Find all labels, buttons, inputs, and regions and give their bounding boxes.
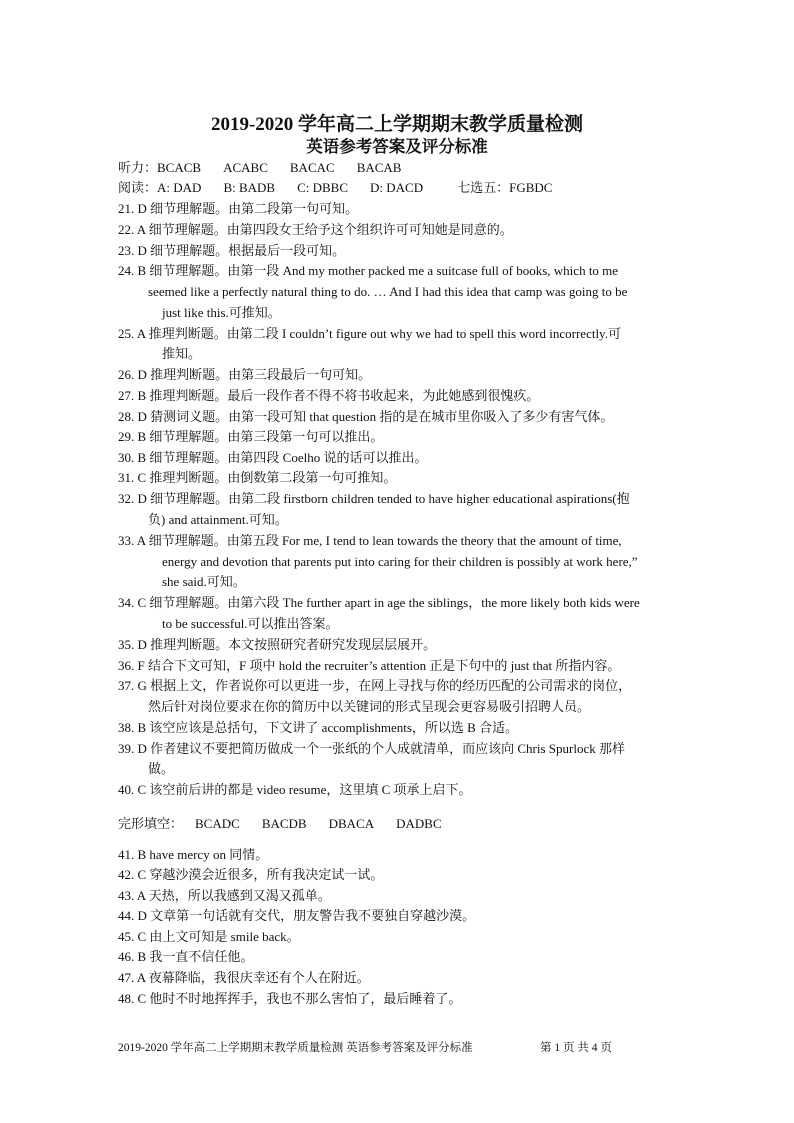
- cloze-answer-line: 41. B have mercy on 同情。: [118, 847, 269, 862]
- page-title: 2019-2020 学年高二上学期期末教学质量检测: [210, 114, 584, 135]
- listening-answers: 听力：BCACB ACABC BACAC BACAB: [118, 160, 402, 175]
- answer-line: 25. A 推理判断题。由第二段 I couldn’t figure out why we had to spell this word incorrectly.可: [118, 326, 621, 341]
- answer-line: 31. C 推理判断题。由倒数第二段第一句可推知。: [118, 470, 397, 485]
- listening-label: 听力：: [118, 160, 158, 175]
- cloze-answer-line: 48. C 他时不时地挥挥手，我也不那么害怕了，最后睡着了。: [118, 991, 462, 1006]
- cloze-answer-line: 46. B 我一直不信任他。: [118, 949, 254, 964]
- cloze-answer-line: 44. D 文章第一句话就有交代，朋友警告我不要独自穿越沙漠。: [118, 908, 476, 923]
- answer-line: 21. D 细节理解题。由第二段第一句可知。: [118, 201, 359, 216]
- cloze-answer-line: 45. C 由上文可知是 smile back。: [118, 929, 300, 944]
- cloze-answer-line: 47. A 夜幕降临，我很庆幸还有个人在附近。: [118, 970, 370, 985]
- answer-line-continued: she said.可知。: [162, 574, 246, 589]
- answer-line: 24. B 细节理解题。由第一段 And my mother packed me a suitcase full of books, which to me: [118, 263, 619, 278]
- answer-line: 28. D 猜测词义题。由第一段可知 that question 指的是在城市里你吸入了多少有害气体。: [118, 409, 614, 424]
- answer-line: 37. G 根据上文，作者说你可以更进一步，在网上寻找与你的经历匹配的公司需求的岗位，: [118, 678, 632, 693]
- answer-line: 35. D 推理判断题。本文按照研究者研究发现层层展开。: [118, 637, 437, 652]
- cloze-answer-line: 43. A 天热，所以我感到又渴又孤单。: [118, 888, 331, 903]
- answer-line-continued: to be successful.可以推出答案。: [162, 616, 339, 631]
- cloze-label: 完形填空：: [118, 816, 184, 831]
- answer-line: 33. A 细节理解题。由第五段 For me, I tend to lean towards the theory that the amount of time,: [118, 533, 622, 548]
- reading-label: 阅读：: [118, 180, 158, 195]
- answer-line-continued: seemed like a perfectly natural thing to do. … And I had this idea that camp was going to be: [148, 284, 628, 299]
- page-number: 第 1 页 共 4 页: [540, 1042, 612, 1054]
- answer-line-continued: 然后针对岗位要求在你的简历中以关键词的形式呈现会更容易吸引招聘人员。: [148, 699, 591, 714]
- answer-line-continued: 推知。: [162, 346, 202, 361]
- answer-line: 27. B 推理判断题。最后一段作者不得不将书收起来，为此她感到很愧疚。: [118, 388, 540, 403]
- answer-line-continued: 负) and attainment.可知。: [148, 512, 288, 527]
- page-subtitle: 英语参考答案及评分标准: [306, 137, 488, 156]
- cloze-answers: 完形填空： BCADC BACDB DBACA DADBC: [118, 816, 442, 831]
- answer-line: 40. C 该空前后讲的都是 video resume，这里填 C 项承上启下。: [118, 782, 472, 797]
- answer-line: 23. D 细节理解题。根据最后一段可知。: [118, 243, 346, 258]
- answer-line-continued: 做。: [148, 761, 175, 776]
- answer-line: 26. D 推理判断题。由第三段最后一句可知。: [118, 367, 372, 382]
- footer-title: 2019-2020 学年高二上学期期末教学质量检测 英语参考答案及评分标准: [118, 1042, 473, 1054]
- answer-line: 38. B 该空应该是总括句，下文讲了 accomplishments，所以选 B 合适。: [118, 720, 519, 735]
- answer-line: 39. D 作者建议不要把简历做成一个一张纸的个人成就清单，而应该向 Chris Spurlock 那样: [118, 741, 626, 756]
- answer-line: 36. F 结合下文可知，F 项中 hold the recruiter’s attention 正是下句中的 just that 所指内容。: [118, 658, 621, 673]
- answer-line: 30. B 细节理解题。由第四段 Coelho 说的话可以推出。: [118, 450, 428, 465]
- answer-line: 29. B 细节理解题。由第三段第一句可以推出。: [118, 429, 384, 444]
- answer-line: 34. C 细节理解题。由第六段 The further apart in age the siblings，the more likely both kids were: [118, 595, 640, 610]
- cloze-answer-line: 42. C 穿越沙漠会近很多，所有我决定试一试。: [118, 867, 384, 882]
- answer-line: 32. D 细节理解题。由第二段 firstborn children tended to have higher educational aspirations(抱: [118, 491, 630, 506]
- answer-line-continued: just like this.可推知。: [162, 305, 281, 320]
- answer-line: 22. A 细节理解题。由第四段女王给予这个组织许可可知她是同意的。: [118, 222, 513, 237]
- answer-line-continued: energy and devotion that parents put into caring for their children is possibly at work here,”: [162, 554, 638, 569]
- reading-answers: 阅读：A: DAD B: BADB C: DBBC D: DACD 七选五：FGBDC: [118, 180, 553, 195]
